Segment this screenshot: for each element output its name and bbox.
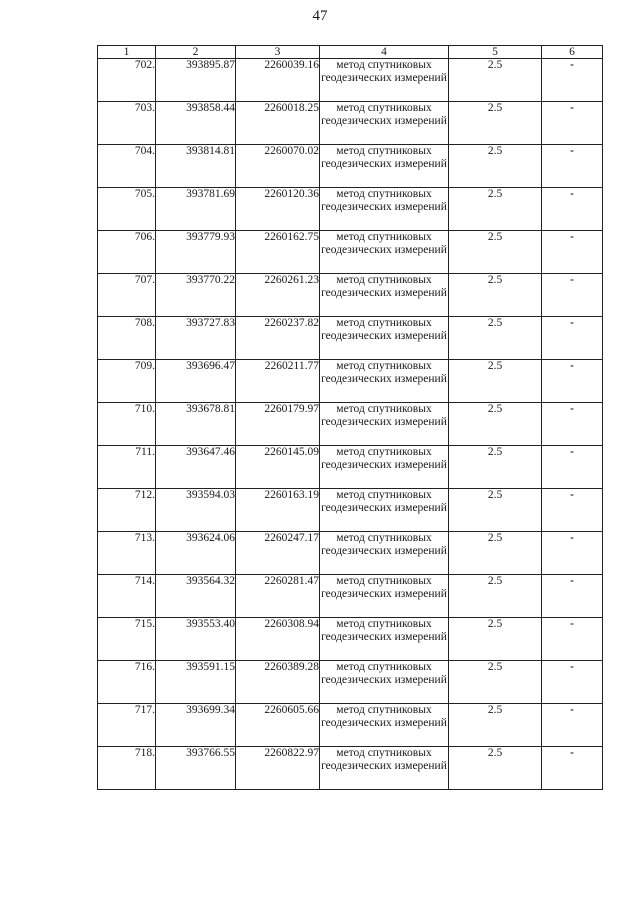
- header-col-3: 3: [236, 46, 320, 59]
- accuracy-value: 2.5: [449, 489, 542, 532]
- method-text: метод спутниковых геодезических измерений: [320, 59, 449, 102]
- coordinate-x: 393678.81: [156, 403, 236, 446]
- method-text: метод спутниковых геодезических измерений: [320, 489, 449, 532]
- point-number: 714.: [98, 575, 156, 618]
- point-number: 706.: [98, 231, 156, 274]
- coordinate-x: 393553.40: [156, 618, 236, 661]
- table-row: [98, 188, 603, 231]
- point-number: 715.: [98, 618, 156, 661]
- accuracy-value: 2.5: [449, 575, 542, 618]
- method-text: метод спутниковых геодезических измерений: [320, 575, 449, 618]
- note-value: -: [542, 188, 603, 231]
- note-value: -: [542, 661, 603, 704]
- coordinate-y: 2260389.28: [236, 661, 320, 704]
- table-row: [98, 317, 603, 360]
- point-number: 718.: [98, 747, 156, 790]
- point-number: 716.: [98, 661, 156, 704]
- coordinate-x: 393858.44: [156, 102, 236, 145]
- table-row: [98, 145, 603, 188]
- coordinate-y: 2260822.97: [236, 747, 320, 790]
- accuracy-value: 2.5: [449, 102, 542, 145]
- coordinate-y: 2260120.36: [236, 188, 320, 231]
- point-number: 710.: [98, 403, 156, 446]
- point-number: 702.: [98, 59, 156, 102]
- table-header: [98, 46, 603, 59]
- accuracy-value: 2.5: [449, 360, 542, 403]
- accuracy-value: 2.5: [449, 317, 542, 360]
- method-text: метод спутниковых геодезических измерений: [320, 360, 449, 403]
- note-value: -: [542, 489, 603, 532]
- table-row: [98, 59, 603, 102]
- point-number: 713.: [98, 532, 156, 575]
- coordinate-y: 2260261.23: [236, 274, 320, 317]
- coordinate-y: 2260018.25: [236, 102, 320, 145]
- accuracy-value: 2.5: [449, 661, 542, 704]
- method-text: метод спутниковых геодезических измерений: [320, 446, 449, 489]
- coordinate-x: 393895.87: [156, 59, 236, 102]
- coordinate-y: 2260039.16: [236, 59, 320, 102]
- coordinate-y: 2260145.09: [236, 446, 320, 489]
- page-number: 47: [312, 8, 328, 24]
- table-row: [98, 661, 603, 704]
- method-text: метод спутниковых геодезических измерений: [320, 747, 449, 790]
- method-text: метод спутниковых геодезических измерений: [320, 102, 449, 145]
- coordinate-y: 2260179.97: [236, 403, 320, 446]
- header-col-1: 1: [98, 46, 156, 59]
- note-value: -: [542, 446, 603, 489]
- table-row: [98, 575, 603, 618]
- accuracy-value: 2.5: [449, 618, 542, 661]
- header-col-5: 5: [449, 46, 542, 59]
- accuracy-value: 2.5: [449, 274, 542, 317]
- note-value: -: [542, 231, 603, 274]
- accuracy-value: 2.5: [449, 59, 542, 102]
- point-number: 712.: [98, 489, 156, 532]
- note-value: -: [542, 102, 603, 145]
- table-row: [98, 747, 603, 790]
- table-row: [98, 704, 603, 747]
- note-value: -: [542, 403, 603, 446]
- accuracy-value: 2.5: [449, 231, 542, 274]
- coordinate-y: 2260247.17: [236, 532, 320, 575]
- point-number: 703.: [98, 102, 156, 145]
- accuracy-value: 2.5: [449, 188, 542, 231]
- coordinate-y: 2260211.77: [236, 360, 320, 403]
- method-text: метод спутниковых геодезических измерений: [320, 618, 449, 661]
- method-text: метод спутниковых геодезических измерений: [320, 532, 449, 575]
- coordinate-y: 2260237.82: [236, 317, 320, 360]
- note-value: -: [542, 532, 603, 575]
- note-value: -: [542, 274, 603, 317]
- table-body: [98, 59, 603, 790]
- note-value: -: [542, 317, 603, 360]
- note-value: -: [542, 747, 603, 790]
- accuracy-value: 2.5: [449, 532, 542, 575]
- coordinate-x: 393781.69: [156, 188, 236, 231]
- note-value: -: [542, 618, 603, 661]
- table-row: [98, 231, 603, 274]
- note-value: -: [542, 704, 603, 747]
- accuracy-value: 2.5: [449, 145, 542, 188]
- method-text: метод спутниковых геодезических измерений: [320, 231, 449, 274]
- coordinate-x: 393779.93: [156, 231, 236, 274]
- coordinate-x: 393624.06: [156, 532, 236, 575]
- coordinate-x: 393647.46: [156, 446, 236, 489]
- accuracy-value: 2.5: [449, 403, 542, 446]
- method-text: метод спутниковых геодезических измерений: [320, 188, 449, 231]
- coordinate-y: 2260308.94: [236, 618, 320, 661]
- table-row: [98, 274, 603, 317]
- header-row: [98, 46, 603, 59]
- note-value: -: [542, 360, 603, 403]
- coordinate-y: 2260162.75: [236, 231, 320, 274]
- point-number: 711.: [98, 446, 156, 489]
- method-text: метод спутниковых геодезических измерений: [320, 661, 449, 704]
- accuracy-value: 2.5: [449, 747, 542, 790]
- coordinate-y: 2260070.02: [236, 145, 320, 188]
- point-number: 704.: [98, 145, 156, 188]
- note-value: -: [542, 59, 603, 102]
- table-row: [98, 403, 603, 446]
- table-row: [98, 360, 603, 403]
- coordinate-x: 393591.15: [156, 661, 236, 704]
- coordinates-table: [97, 45, 603, 790]
- coordinate-x: 393594.03: [156, 489, 236, 532]
- coordinate-x: 393564.32: [156, 575, 236, 618]
- coordinate-y: 2260163.19: [236, 489, 320, 532]
- note-value: -: [542, 575, 603, 618]
- point-number: 708.: [98, 317, 156, 360]
- method-text: метод спутниковых геодезических измерений: [320, 317, 449, 360]
- table-row: [98, 102, 603, 145]
- method-text: метод спутниковых геодезических измерений: [320, 403, 449, 446]
- point-number: 707.: [98, 274, 156, 317]
- coordinate-x: 393727.83: [156, 317, 236, 360]
- header-col-2: 2: [156, 46, 236, 59]
- coordinate-x: 393814.81: [156, 145, 236, 188]
- point-number: 717.: [98, 704, 156, 747]
- point-number: 709.: [98, 360, 156, 403]
- point-number: 705.: [98, 188, 156, 231]
- method-text: метод спутниковых геодезических измерений: [320, 704, 449, 747]
- coordinate-x: 393699.34: [156, 704, 236, 747]
- accuracy-value: 2.5: [449, 446, 542, 489]
- coordinate-y: 2260281.47: [236, 575, 320, 618]
- accuracy-value: 2.5: [449, 704, 542, 747]
- table-row: [98, 446, 603, 489]
- header-col-6: 6: [542, 46, 603, 59]
- header-col-4: 4: [320, 46, 449, 59]
- table-row: [98, 489, 603, 532]
- table-row: [98, 532, 603, 575]
- coordinate-x: 393696.47: [156, 360, 236, 403]
- method-text: метод спутниковых геодезических измерений: [320, 145, 449, 188]
- coordinate-x: 393766.55: [156, 747, 236, 790]
- method-text: метод спутниковых геодезических измерений: [320, 274, 449, 317]
- table-row: [98, 618, 603, 661]
- note-value: -: [542, 145, 603, 188]
- coordinate-y: 2260605.66: [236, 704, 320, 747]
- coordinate-x: 393770.22: [156, 274, 236, 317]
